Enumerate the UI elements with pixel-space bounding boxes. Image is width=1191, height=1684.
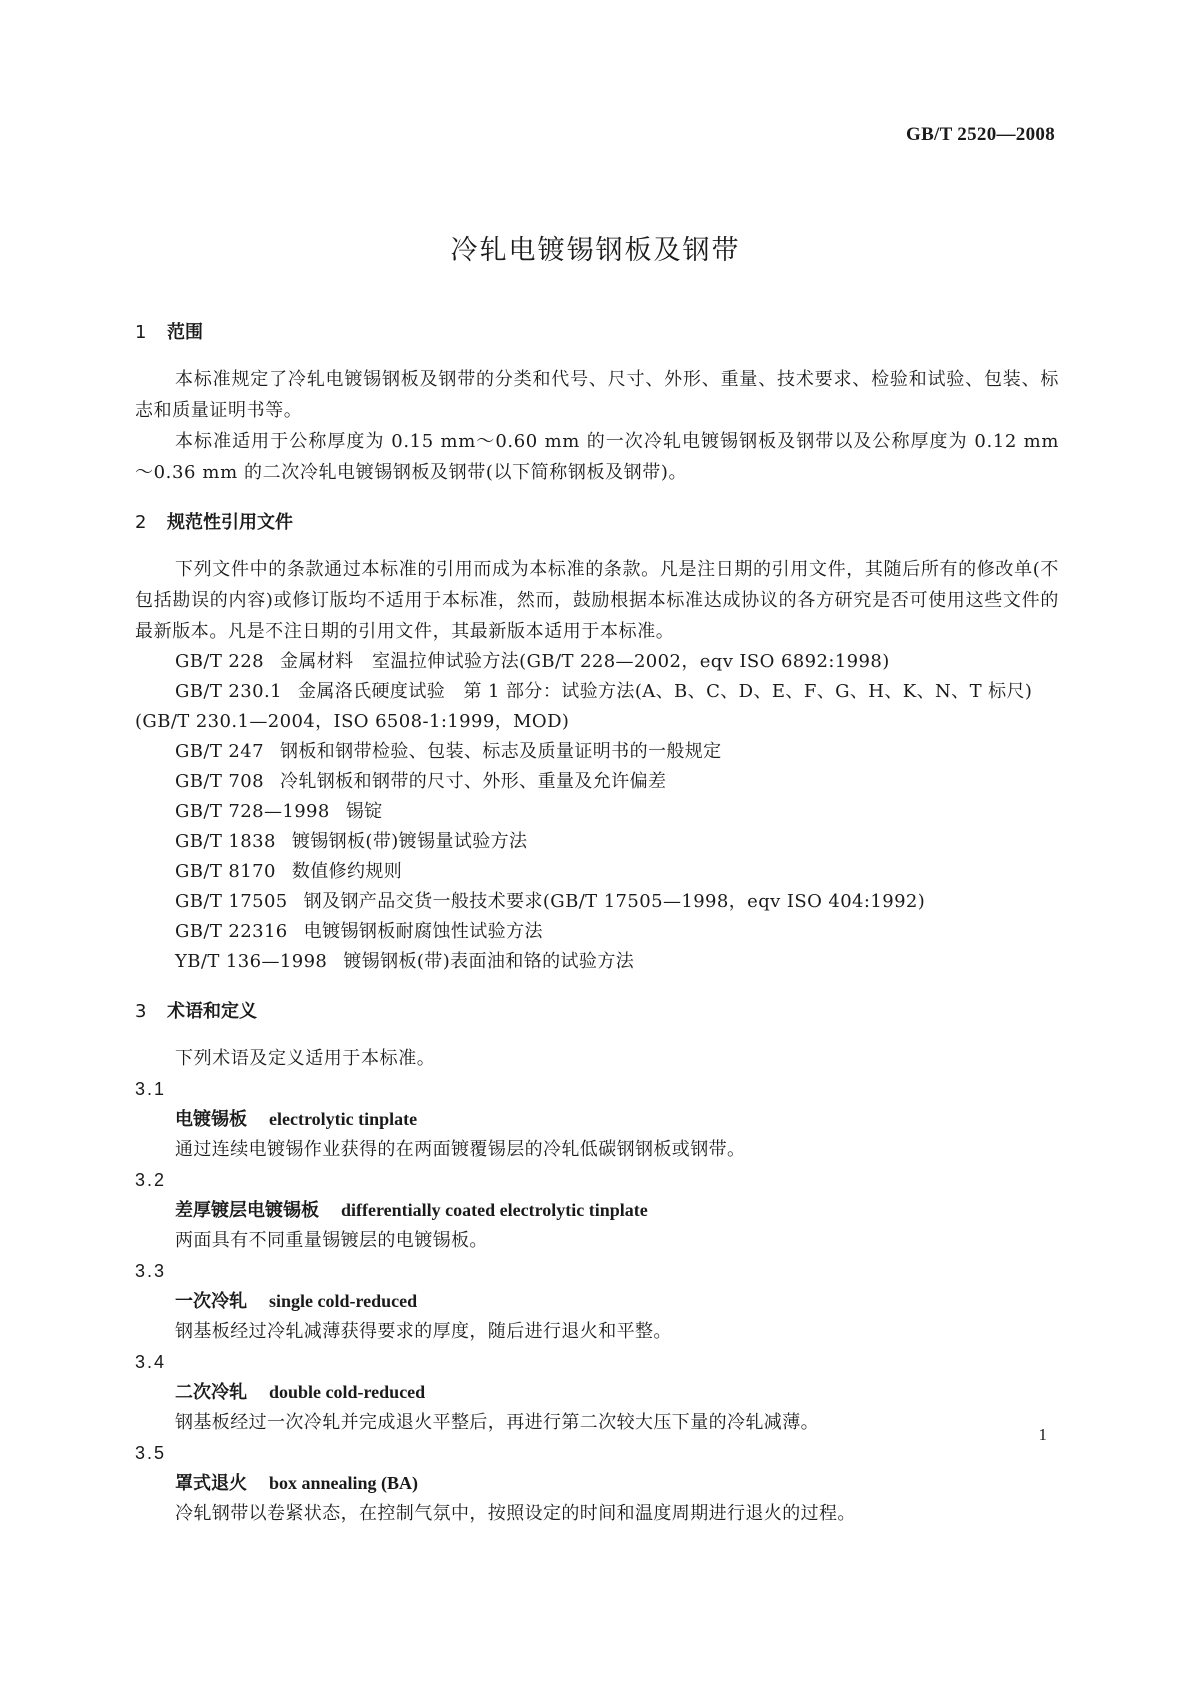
- reference-code: GB/T 22316: [175, 921, 288, 942]
- reference-title: 数值修约规则: [291, 861, 403, 882]
- term-definition: 冷轧钢带以卷紧状态，在控制气氛中，按照设定的时间和温度周期进行退火的过程。: [175, 1503, 856, 1524]
- reference-code: GB/T 247: [175, 741, 264, 762]
- term-entry: [135, 1165, 1059, 1256]
- term-heading: [135, 1104, 1059, 1135]
- reference-code: GB/T 708: [175, 771, 264, 792]
- term-definition: 通过连续电镀锡作业获得的在两面镀覆锡层的冷轧低碳钢钢板或钢带。: [175, 1139, 746, 1160]
- reference-title: 钢及钢产品交货一般技术要求(GB/T 17505—1998，eqv ISO 404:1992): [303, 891, 926, 912]
- term-entry: [135, 1256, 1059, 1347]
- term-heading: [135, 1468, 1059, 1499]
- section-heading-terms-definitions: [135, 997, 1059, 1027]
- term-entry: [135, 1074, 1059, 1165]
- term-definition: 钢基板经过一次冷轧并完成退火平整后，再进行第二次较大压下量的冷轧减薄。: [175, 1412, 819, 1433]
- term-number: 3.5: [135, 1443, 167, 1463]
- section-number: 3: [135, 1001, 147, 1022]
- paragraph: 下列文件中的条款通过本标准的引用而成为本标准的条款。凡是注日期的引用文件，其随后所有的修改单(不包括勘误的内容)或修订版均不适用于本标准，然而，鼓励根据本标准达成协议的各方研究是否可使用这些文件的最新版本。凡是不注日期的引用文件，其最新版本适用于本标准。: [135, 559, 1059, 642]
- term-zh: 电镀锡板: [175, 1109, 247, 1130]
- reference-title: 金属洛氏硬度试验 第 1 部分：试验方法(A、B、C、D、E、F、G、H、K、N、T 标尺)(GB/T 230.1—2004，ISO 6508-1:1999，MOD): [135, 681, 1033, 732]
- reference-item: [135, 887, 1059, 917]
- paragraph: 本标准规定了冷轧电镀锡钢板及钢带的分类和代号、尺寸、外形、重量、技术要求、检验和试验、包装、标志和质量证明书等。: [135, 369, 1059, 421]
- section-title: 术语和定义: [167, 1001, 257, 1022]
- term-en: double cold-reduced: [269, 1382, 426, 1402]
- section-heading-scope: [135, 318, 1059, 348]
- term-number: 3.4: [135, 1352, 167, 1372]
- term-en: differentially coated electrolytic tinplate: [341, 1200, 648, 1220]
- term-en: box annealing (BA): [269, 1473, 419, 1493]
- reference-item: [135, 647, 1059, 677]
- term-entry: [135, 1347, 1059, 1438]
- section-title: 范围: [167, 322, 203, 343]
- reference-code: GB/T 228: [175, 651, 264, 672]
- reference-code: GB/T 8170: [175, 861, 276, 882]
- reference-item: [135, 827, 1059, 857]
- term-definition: 两面具有不同重量锡镀层的电镀锡板。: [175, 1230, 488, 1251]
- reference-item: [135, 767, 1059, 797]
- reference-item: [135, 677, 1059, 737]
- term-definition: 钢基板经过冷轧减薄获得要求的厚度，随后进行退火和平整。: [175, 1321, 672, 1342]
- reference-title: 镀锡钢板(带)表面油和铬的试验方法: [343, 951, 635, 972]
- reference-code: GB/T 17505: [175, 891, 288, 912]
- reference-code: YB/T 136—1998: [175, 951, 328, 972]
- reference-title: 金属材料 室温拉伸试验方法(GB/T 228—2002，eqv ISO 6892:1998): [279, 651, 890, 672]
- term-zh: 二次冷轧: [175, 1382, 247, 1403]
- term-heading: [135, 1286, 1059, 1317]
- term-number: 3.2: [135, 1170, 167, 1190]
- term-en: electrolytic tinplate: [269, 1109, 418, 1129]
- reference-title: 电镀锡钢板耐腐蚀性试验方法: [303, 921, 543, 942]
- reference-code: GB/T 728—1998: [175, 801, 330, 822]
- document-title: 冷轧电镀锡钢板及钢带: [450, 235, 741, 266]
- reference-code: GB/T 230.1: [175, 681, 282, 702]
- page-number: 1: [1038, 1425, 1047, 1444]
- reference-item: [135, 947, 1059, 977]
- document-body: [135, 318, 1059, 1529]
- term-entry: [135, 1438, 1059, 1529]
- reference-list: [135, 647, 1059, 977]
- term-number: 3.1: [135, 1079, 167, 1099]
- term-heading: [135, 1195, 1059, 1226]
- term-zh: 差厚镀层电镀锡板: [175, 1200, 319, 1221]
- section-number: 2: [135, 512, 147, 533]
- term-zh: 罩式退火: [175, 1473, 247, 1494]
- reference-title: 钢板和钢带检验、包装、标志及质量证明书的一般规定: [279, 741, 722, 762]
- reference-title: 镀锡钢板(带)镀锡量试验方法: [291, 831, 528, 852]
- section-number: 1: [135, 322, 147, 343]
- reference-item: [135, 857, 1059, 887]
- section-title: 规范性引用文件: [167, 512, 293, 533]
- term-heading: [135, 1377, 1059, 1408]
- reference-item: [135, 737, 1059, 767]
- standard-code: GB/T 2520—2008: [905, 124, 1055, 145]
- reference-item: [135, 917, 1059, 947]
- paragraph: 本标准适用于公称厚度为 0.15 mm～0.60 mm 的一次冷轧电镀锡钢板及钢带以及公称厚度为 0.12 mm～0.36 mm 的二次冷轧电镀锡钢板及钢带(以下简称钢板及钢带)。: [135, 431, 1059, 483]
- term-en: single cold-reduced: [269, 1291, 418, 1311]
- reference-code: GB/T 1838: [175, 831, 276, 852]
- section-heading-normative-references: [135, 508, 1059, 538]
- reference-title: 冷轧钢板和钢带的尺寸、外形、重量及允许偏差: [279, 771, 667, 792]
- term-zh: 一次冷轧: [175, 1291, 247, 1312]
- reference-item: [135, 797, 1059, 827]
- term-number: 3.3: [135, 1261, 167, 1281]
- paragraph: 下列术语及定义适用于本标准。: [175, 1048, 436, 1069]
- reference-title: 锡锭: [345, 801, 383, 822]
